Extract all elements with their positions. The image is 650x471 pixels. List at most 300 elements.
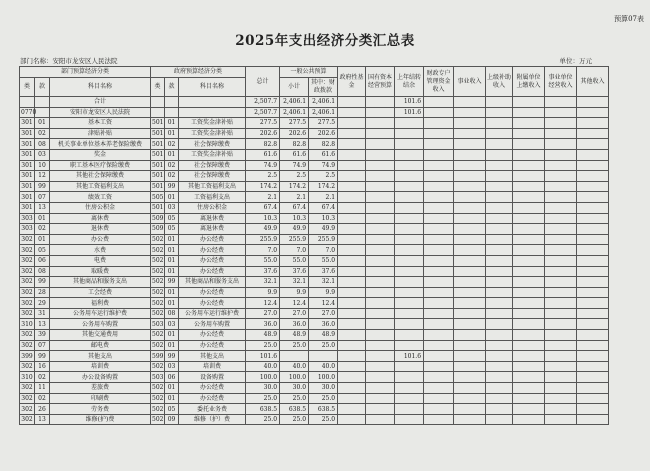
soe-cell <box>366 319 395 330</box>
biz-income-cell <box>454 404 486 415</box>
other-cell <box>577 351 609 362</box>
soe-cell <box>366 202 395 213</box>
item-name-cell: 离休费 <box>50 213 151 224</box>
other-cell <box>577 171 609 182</box>
gov-fund-cell <box>338 234 366 245</box>
upper-sub-cell <box>486 319 513 330</box>
soe-cell <box>366 404 395 415</box>
fin-cell: 255.9 <box>309 234 338 245</box>
soe-cell <box>366 213 395 224</box>
lei-cell: 301 <box>21 204 33 212</box>
other-cell <box>577 404 609 415</box>
gov-kuan-cell: 01 <box>165 255 179 266</box>
fin-cell: 2.1 <box>309 192 338 203</box>
total-cell: 2.1 <box>246 192 280 203</box>
affil-cell <box>513 128 545 139</box>
subtotal-cell: 7.0 <box>280 245 309 256</box>
gov-lei-cell: 502 <box>152 405 164 413</box>
gov-item-name-cell: 办公经费 <box>179 383 246 394</box>
item-name-cell: 公务用车运行维护费 <box>50 308 151 319</box>
kuan-cell <box>35 97 50 108</box>
header-soe: 国有资本经营预算 <box>366 67 395 97</box>
carry-cell <box>395 181 424 192</box>
subtotal-cell <box>280 351 309 362</box>
fin-cell: 36.0 <box>309 319 338 330</box>
lei-cell <box>20 97 35 108</box>
upper-sub-cell <box>486 351 513 362</box>
special-cell <box>424 298 454 309</box>
gov-item-name-cell: 工资奖金津补贴 <box>179 149 246 160</box>
item-name-cell: 退休费 <box>50 224 151 235</box>
gov-fund-cell <box>338 298 366 309</box>
affil-cell <box>513 245 545 256</box>
item-name-cell: 其他交通费用 <box>50 330 151 341</box>
gov-fund-cell <box>338 118 366 129</box>
other-cell <box>577 340 609 351</box>
gov-lei-cell: 503 <box>152 320 164 328</box>
total-cell: 202.6 <box>246 128 280 139</box>
other-cell <box>577 234 609 245</box>
gov-lei-cell: 501 <box>152 183 164 191</box>
soe-cell <box>366 171 395 182</box>
lei-cell: 301 <box>21 130 33 138</box>
gov-kuan-cell: 01 <box>165 245 179 256</box>
gov-lei-cell: 501 <box>152 151 164 159</box>
biz-income-cell <box>454 139 486 150</box>
gov-fund-cell <box>338 160 366 171</box>
kuan-cell: 08 <box>35 139 50 150</box>
affil-cell <box>513 160 545 171</box>
upper-sub-cell <box>486 149 513 160</box>
kuan-cell: 99 <box>35 181 50 192</box>
other-cell <box>577 149 609 160</box>
table-row <box>20 171 638 182</box>
affil-cell <box>513 107 545 118</box>
carry-cell <box>395 202 424 213</box>
carry-cell <box>395 308 424 319</box>
header-gpb-fin: 其中：财政拨款 <box>309 78 338 97</box>
gov-lei-cell: 502 <box>152 288 164 296</box>
soe-cell <box>366 340 395 351</box>
affil-cell <box>513 118 545 129</box>
other-cell <box>577 308 609 319</box>
affil-cell <box>513 383 545 394</box>
soe-cell <box>366 351 395 362</box>
gov-kuan-cell: 01 <box>165 340 179 351</box>
gov-item-name-cell: 办公经费 <box>179 330 246 341</box>
special-cell <box>424 266 454 277</box>
total-cell: 40.0 <box>246 361 280 372</box>
fin-cell: 74.9 <box>309 160 338 171</box>
subtotal-cell: 2,406.1 <box>280 97 309 108</box>
subtotal-cell: 638.5 <box>280 404 309 415</box>
fin-cell: 25.0 <box>309 340 338 351</box>
gov-fund-cell <box>338 361 366 372</box>
upper-sub-cell <box>486 393 513 404</box>
carry-cell <box>395 404 424 415</box>
kuan-cell: 26 <box>35 404 50 415</box>
biz-op-cell <box>545 245 577 256</box>
soe-cell <box>366 181 395 192</box>
biz-op-cell <box>545 393 577 404</box>
biz-income-cell <box>454 149 486 160</box>
total-cell: 638.5 <box>246 404 280 415</box>
table-row <box>20 393 638 404</box>
header-affil: 附属单位上缴收入 <box>513 67 545 97</box>
table-row <box>20 298 638 309</box>
header-total: 总计 <box>246 67 280 97</box>
soe-cell <box>366 245 395 256</box>
special-cell <box>424 308 454 319</box>
upper-sub-cell <box>486 202 513 213</box>
subtotal-cell: 48.9 <box>280 330 309 341</box>
special-cell <box>424 383 454 394</box>
upper-sub-cell <box>486 128 513 139</box>
upper-sub-cell <box>486 171 513 182</box>
gov-lei-cell: 502 <box>152 278 164 286</box>
upper-sub-cell <box>486 139 513 150</box>
table-row <box>20 234 638 245</box>
affil-cell <box>513 213 545 224</box>
carry-cell <box>395 266 424 277</box>
gov-item-name-cell: 公务用车购置 <box>179 319 246 330</box>
item-name-cell: 差旅费 <box>50 383 151 394</box>
gov-lei-cell <box>151 97 165 108</box>
soe-cell <box>366 308 395 319</box>
upper-sub-cell <box>486 277 513 288</box>
upper-sub-cell <box>486 361 513 372</box>
total-cell: 9.9 <box>246 287 280 298</box>
special-cell <box>424 351 454 362</box>
upper-sub-cell <box>486 266 513 277</box>
fin-cell <box>309 351 338 362</box>
upper-sub-cell <box>486 192 513 203</box>
carry-cell <box>395 330 424 341</box>
biz-income-cell <box>454 245 486 256</box>
biz-income-cell <box>454 414 486 425</box>
soe-cell <box>366 287 395 298</box>
header-item-name: 科目名称 <box>50 78 151 97</box>
gov-fund-cell <box>338 340 366 351</box>
lei-cell: 302 <box>21 288 33 296</box>
kuan-cell: 29 <box>35 298 50 309</box>
gov-fund-cell <box>338 139 366 150</box>
biz-income-cell <box>454 277 486 288</box>
kuan-cell: 02 <box>35 372 50 383</box>
table-row <box>20 383 638 394</box>
affil-cell <box>513 192 545 203</box>
table-row <box>20 213 638 224</box>
table-row <box>20 202 638 213</box>
fin-cell: 2.5 <box>309 171 338 182</box>
gov-fund-cell <box>338 266 366 277</box>
department-label: 部门名称：安阳市龙安区人民法院 <box>20 57 118 65</box>
gov-item-name-cell: 办公经费 <box>179 298 246 309</box>
lei-cell: 310 <box>21 320 33 328</box>
table-row <box>20 414 638 425</box>
subtotal-cell: 277.5 <box>280 118 309 129</box>
special-cell <box>424 160 454 171</box>
special-cell <box>424 255 454 266</box>
total-cell: 101.6 <box>246 351 280 362</box>
total-cell: 2,507.7 <box>246 107 280 118</box>
other-cell <box>577 383 609 394</box>
affil-cell <box>513 308 545 319</box>
item-name-cell: 电费 <box>50 255 151 266</box>
fin-cell: 9.9 <box>309 287 338 298</box>
item-name-cell: 工会经费 <box>50 287 151 298</box>
kuan-cell: 10 <box>35 160 50 171</box>
special-cell <box>424 192 454 203</box>
biz-op-cell <box>545 372 577 383</box>
carry-cell <box>395 128 424 139</box>
expenditure-table <box>19 66 638 425</box>
carry-cell <box>395 192 424 203</box>
subtotal-cell: 67.4 <box>280 202 309 213</box>
total-cell: 25.0 <box>246 340 280 351</box>
fin-cell: 277.5 <box>309 118 338 129</box>
biz-op-cell <box>545 234 577 245</box>
total-cell: 7.0 <box>246 245 280 256</box>
lei-cell: 301 <box>21 140 33 148</box>
gov-kuan-cell: 01 <box>165 234 179 245</box>
gov-lei-cell: 505 <box>152 193 164 201</box>
upper-sub-cell <box>486 340 513 351</box>
unit-label: 单位：万元 <box>559 57 592 65</box>
carry-cell <box>395 383 424 394</box>
biz-op-cell <box>545 277 577 288</box>
other-cell <box>577 202 609 213</box>
carry-cell <box>395 393 424 404</box>
table-row <box>20 330 638 341</box>
item-name-cell: 取暖费 <box>50 266 151 277</box>
gov-item-name-cell: 其他工资福利支出 <box>179 181 246 192</box>
total-cell: 100.0 <box>246 372 280 383</box>
subtotal-cell: 49.9 <box>280 224 309 235</box>
biz-income-cell <box>454 266 486 277</box>
lei-cell: 303 <box>21 225 33 233</box>
gov-lei-cell: 501 <box>152 130 164 138</box>
affil-cell <box>513 404 545 415</box>
biz-op-cell <box>545 266 577 277</box>
kuan-cell: 02 <box>35 224 50 235</box>
lei-cell: 302 <box>21 236 33 244</box>
carry-cell <box>395 340 424 351</box>
table-row <box>20 351 638 362</box>
header-gov-kuan: 款 <box>165 78 179 97</box>
fin-cell: 2,406.1 <box>309 107 338 118</box>
table-row <box>20 139 638 150</box>
header-other: 其他收入 <box>577 67 609 97</box>
gov-fund-cell <box>338 287 366 298</box>
gov-fund-cell <box>338 107 366 118</box>
other-cell <box>577 330 609 341</box>
gov-lei-cell: 502 <box>152 394 164 402</box>
gov-lei-cell: 502 <box>152 299 164 307</box>
gov-kuan-cell: 01 <box>165 118 179 129</box>
item-name-cell: 办公费 <box>50 234 151 245</box>
subtotal-cell: 32.1 <box>280 277 309 288</box>
item-name-cell: 机关事业单位基本养老保险缴费 <box>50 139 151 150</box>
kuan-cell: 01 <box>35 213 50 224</box>
total-cell: 2,507.7 <box>246 97 280 108</box>
carry-cell <box>395 319 424 330</box>
item-name-cell: 其他社会保障缴费 <box>50 171 151 182</box>
gov-kuan-cell: 06 <box>165 372 179 383</box>
special-cell <box>424 128 454 139</box>
biz-income-cell <box>454 160 486 171</box>
other-cell <box>577 319 609 330</box>
gov-fund-cell <box>338 351 366 362</box>
fin-cell: 25.0 <box>309 393 338 404</box>
subtotal-cell: 10.3 <box>280 213 309 224</box>
gov-lei-cell: 509 <box>152 214 164 222</box>
affil-cell <box>513 372 545 383</box>
table-row <box>20 340 638 351</box>
header-gov-group: 政府预算经济分类 <box>151 67 246 78</box>
gov-kuan-cell <box>165 107 179 118</box>
gov-kuan-cell: 01 <box>165 330 179 341</box>
carry-cell <box>395 224 424 235</box>
carry-cell <box>395 160 424 171</box>
kuan-cell: 31 <box>35 308 50 319</box>
upper-sub-cell <box>486 383 513 394</box>
other-cell <box>577 139 609 150</box>
affil-cell <box>513 287 545 298</box>
carry-cell <box>395 414 424 425</box>
upper-sub-cell <box>486 308 513 319</box>
table-row <box>20 118 638 129</box>
fin-cell: 67.4 <box>309 202 338 213</box>
kuan-cell: 05 <box>35 245 50 256</box>
gov-kuan-cell: 01 <box>165 287 179 298</box>
subtotal-cell: 2,406.1 <box>280 107 309 118</box>
kuan-cell: 39 <box>35 330 50 341</box>
gov-kuan-cell: 08 <box>165 308 179 319</box>
lei-cell: 302 <box>21 257 33 265</box>
soe-cell <box>366 298 395 309</box>
biz-income-cell <box>454 330 486 341</box>
total-cell: 67.4 <box>246 202 280 213</box>
table-row <box>20 245 638 256</box>
total-cell: 55.0 <box>246 255 280 266</box>
affil-cell <box>513 361 545 372</box>
gov-fund-cell <box>338 308 366 319</box>
kuan-cell: 01 <box>35 234 50 245</box>
fin-cell: 49.9 <box>309 224 338 235</box>
header-lei: 类 <box>20 78 35 97</box>
subtotal-cell: 40.0 <box>280 361 309 372</box>
item-name-cell: 水费 <box>50 245 151 256</box>
gov-kuan-cell: 01 <box>165 149 179 160</box>
carry-cell <box>395 361 424 372</box>
table-row <box>20 277 638 288</box>
biz-op-cell <box>545 128 577 139</box>
lei-cell: 302 <box>21 278 33 286</box>
total-cell: 30.0 <box>246 383 280 394</box>
gov-kuan-cell: 99 <box>165 277 179 288</box>
biz-op-cell <box>545 308 577 319</box>
gov-item-name-cell: 办公经费 <box>179 340 246 351</box>
gov-item-name-cell: 其他商品和服务支出 <box>179 277 246 288</box>
soe-cell <box>366 139 395 150</box>
kuan-cell: 16 <box>35 361 50 372</box>
total-cell: 12.4 <box>246 298 280 309</box>
biz-op-cell <box>545 330 577 341</box>
carry-cell <box>395 171 424 182</box>
kuan-cell: 08 <box>35 266 50 277</box>
lei-cell: 301 <box>21 183 33 191</box>
gov-kuan-cell: 05 <box>165 224 179 235</box>
gov-kuan-cell: 02 <box>165 171 179 182</box>
gov-lei-cell: 502 <box>152 236 164 244</box>
gov-item-name-cell: 办公经费 <box>179 266 246 277</box>
gov-lei-cell: 509 <box>152 225 164 233</box>
gov-fund-cell <box>338 224 366 235</box>
gov-lei-cell: 502 <box>152 267 164 275</box>
item-name-cell: 其他商品和服务支出 <box>50 277 151 288</box>
upper-sub-cell <box>486 404 513 415</box>
other-cell <box>577 160 609 171</box>
total-cell: 2.5 <box>246 171 280 182</box>
affil-cell <box>513 414 545 425</box>
upper-sub-cell <box>486 255 513 266</box>
gov-item-name-cell: 办公经费 <box>179 245 246 256</box>
lei-cell: 303 <box>21 214 33 222</box>
table-row <box>20 404 638 415</box>
table-row <box>20 149 638 160</box>
lei-cell: 302 <box>21 405 33 413</box>
biz-income-cell <box>454 107 486 118</box>
header-special: 财政专户管理资金收入 <box>424 67 454 97</box>
kuan-cell: 12 <box>35 171 50 182</box>
biz-income-cell <box>454 351 486 362</box>
subtotal-cell: 74.9 <box>280 160 309 171</box>
gov-fund-cell <box>338 383 366 394</box>
total-cell: 74.9 <box>246 160 280 171</box>
carry-cell <box>395 149 424 160</box>
carry-cell <box>395 118 424 129</box>
gov-fund-cell <box>338 181 366 192</box>
carry-cell <box>395 213 424 224</box>
item-name-cell: 合计 <box>50 97 151 108</box>
biz-income-cell <box>454 393 486 404</box>
special-cell <box>424 149 454 160</box>
kuan-cell: 07 <box>35 340 50 351</box>
affil-cell <box>513 139 545 150</box>
upper-sub-cell <box>486 107 513 118</box>
other-cell <box>577 213 609 224</box>
carry-cell <box>395 372 424 383</box>
other-cell <box>577 107 609 118</box>
item-name-cell: 其他工资福利支出 <box>50 181 151 192</box>
special-cell <box>424 340 454 351</box>
carry-cell: 101.6 <box>395 351 424 362</box>
table-row <box>20 128 638 139</box>
other-cell <box>577 287 609 298</box>
gov-item-name-cell: 工资奖金津补贴 <box>179 128 246 139</box>
item-name-cell: 福利费 <box>50 298 151 309</box>
kuan-cell: 01 <box>35 118 50 129</box>
header-gov-lei: 类 <box>151 78 165 97</box>
affil-cell <box>513 171 545 182</box>
lei-cell: 302 <box>21 384 33 392</box>
gov-fund-cell <box>338 277 366 288</box>
table-row <box>20 308 638 319</box>
gov-lei-cell: 502 <box>152 341 164 349</box>
special-cell <box>424 181 454 192</box>
total-cell: 61.6 <box>246 149 280 160</box>
